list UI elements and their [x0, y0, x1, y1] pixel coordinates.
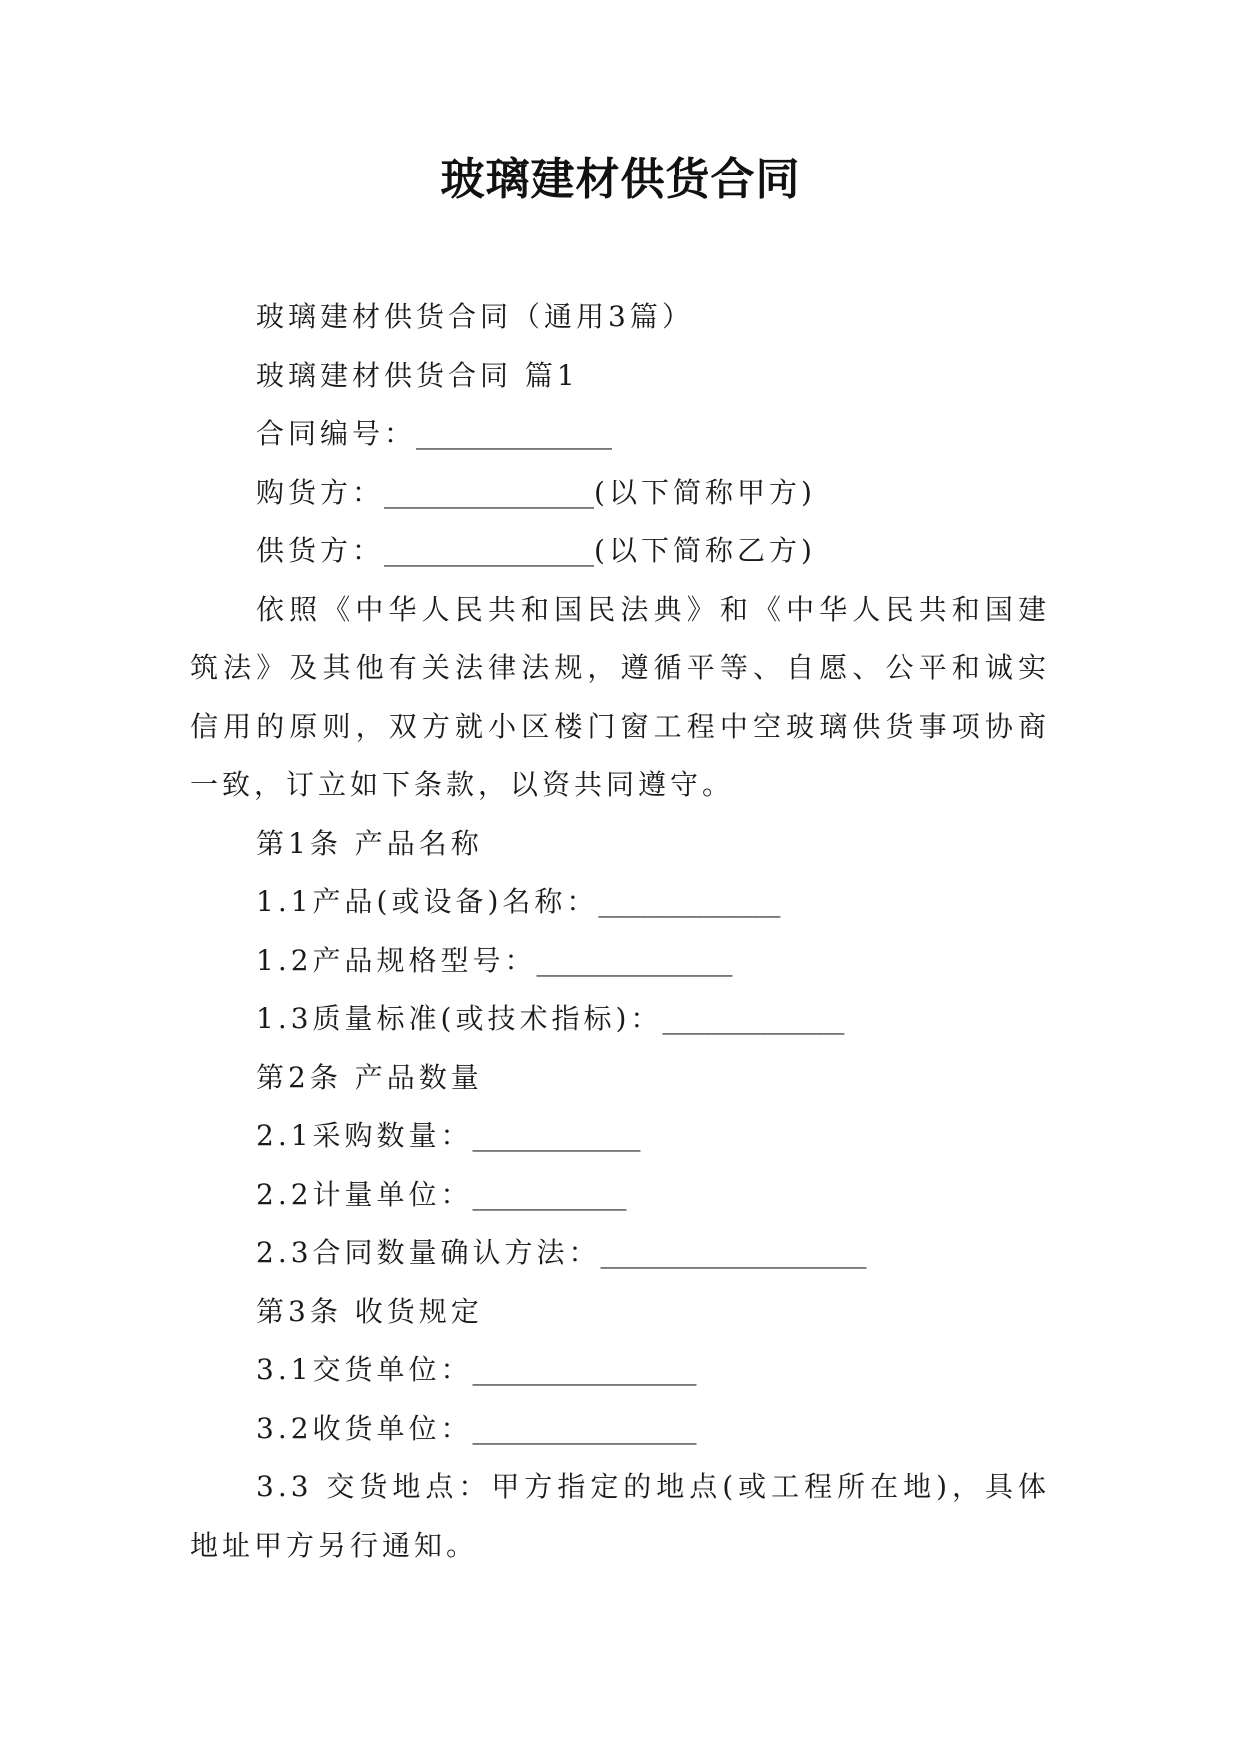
paragraph-preamble: [190, 581, 1050, 815]
fill-in-blank: ______________: [416, 417, 613, 450]
fill-in-blank: ____________: [472, 1119, 641, 1152]
fill-in-blank: ___________________: [600, 1236, 867, 1269]
paragraph-text: 玻璃建材供货合同 篇1: [256, 358, 579, 392]
paragraph-text: 玻璃建材供货合同（通用3篇）: [256, 300, 694, 333]
fill-in-blank: _______________: [384, 534, 595, 567]
field-label: 2.3合同数量确认方法：: [256, 1236, 601, 1269]
field-purchase-quantity: [190, 1107, 1050, 1166]
paragraph-text: 依照《中华人民共和国民法典》和《中华人民共和国建筑法》及其他有关法律法规，遵循平等、自愿、公平和诚实信用的原则，双方就小区楼门窗工程中空玻璃供货事项协商一致，订立如下条款，以资共同遵守。: [190, 592, 1050, 801]
field-contract-number: [190, 405, 1050, 464]
field-label: 1.2产品规格型号：: [256, 943, 537, 977]
field-delivery-unit: [190, 1341, 1050, 1400]
fill-in-blank: _____________: [662, 1002, 845, 1035]
field-unit: [190, 1166, 1050, 1225]
field-product-model: [190, 932, 1050, 991]
field-supplier: [190, 522, 1050, 581]
field-label: 1.3质量标准(或技术指标)：: [256, 1002, 663, 1035]
field-note: (以下简称乙方): [594, 534, 816, 567]
fill-in-blank: ___________: [472, 1177, 627, 1211]
fill-in-blank: _______________: [384, 475, 595, 509]
article-heading-3: [190, 1283, 1050, 1342]
field-label: 供货方：: [256, 534, 385, 567]
field-label: 1.1产品(或设备)名称：: [256, 885, 599, 918]
field-label: 2.1采购数量：: [256, 1119, 473, 1152]
field-quality-standard: [190, 990, 1050, 1049]
field-quantity-method: [190, 1224, 1050, 1283]
field-label: 合同编号：: [256, 417, 417, 450]
field-note: (以下简称甲方): [594, 475, 816, 509]
paragraph-text: 第2条 产品数量: [256, 1060, 483, 1094]
document-body: [190, 288, 1050, 1575]
document-title: 玻璃建材供货合同: [440, 154, 801, 205]
fill-in-blank: ________________: [472, 1411, 697, 1445]
field-buyer: [190, 464, 1050, 523]
article-heading-1: [190, 815, 1050, 874]
fill-in-blank: _____________: [598, 885, 781, 918]
paragraph-delivery-location: [190, 1458, 1050, 1575]
paragraph-section-heading: [190, 347, 1050, 406]
field-label: 购货方：: [256, 475, 385, 509]
field-receiving-unit: [190, 1400, 1050, 1459]
field-label: 3.1交货单位：: [256, 1353, 473, 1386]
paragraph-text: 第3条 收货规定: [256, 1294, 483, 1328]
fill-in-blank: ________________: [472, 1353, 697, 1386]
paragraph-subtitle: [190, 288, 1050, 347]
paragraph-text: 3.3 交货地点：甲方指定的地点(或工程所在地)，具体地址甲方另行通知。: [190, 1470, 1050, 1562]
paragraph-text: 第1条 产品名称: [256, 826, 483, 860]
article-heading-2: [190, 1049, 1050, 1108]
field-label: 2.2计量单位：: [256, 1177, 473, 1211]
field-product-name: [190, 873, 1050, 932]
fill-in-blank: ______________: [536, 943, 733, 977]
field-label: 3.2收货单位：: [256, 1411, 473, 1445]
